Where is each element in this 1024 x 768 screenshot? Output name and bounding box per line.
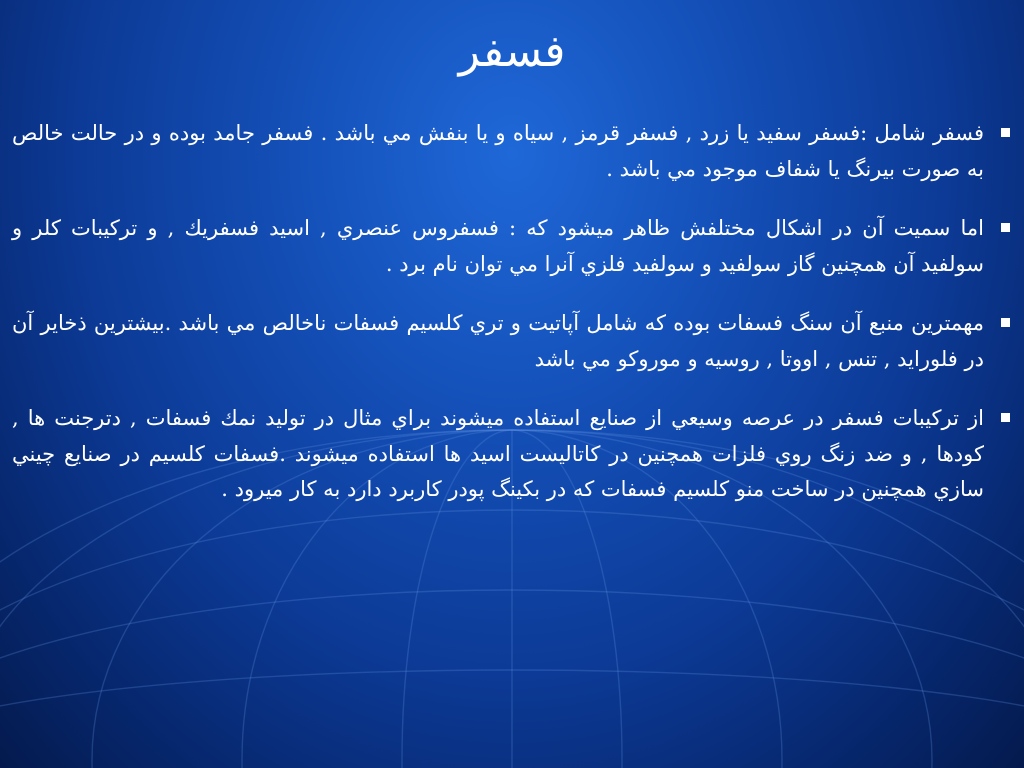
square-bullet-icon: [1001, 128, 1010, 137]
bullet-list: [12, 116, 1012, 532]
slide-title: فسفر: [458, 26, 566, 77]
bullet-text: از تركيبات فسفر در عرصه وسيعي از صنايع استفاده ميشوند براي مثال در توليد نمك فسفات , دترجنت ها , كودها , و ضد زنگ روي فلزات همچنين در كاتاليست اسيد ها استفاده ميشوند .فسفات كلسيم در صنايع چيني سازي همچنين در ساخت منو كلسيم فسفات كه در بكينگ پودر كاربرد دارد به كار ميرود .: [12, 406, 984, 501]
bullet-text: فسفر شامل :فسفر سفيد يا زرد , فسفر قرمز , سياه و يا بنفش مي باشد . فسفر جامد بوده و در حالت خالص به صورت بيرنگ يا شفاف موجود مي باشد .: [12, 121, 984, 181]
bullet-text: مهمترين منبع آن سنگ فسفات بوده كه شامل آپاتيت و تري كلسيم فسفات ناخالص مي باشد .بيشترين ذخاير آن در فلورايد , تنس , اووتا , روسيه و موروكو مي باشد: [12, 311, 984, 371]
bullet-item: [12, 116, 1012, 187]
bullet-item: [12, 401, 1012, 508]
bullet-item: [12, 306, 1012, 377]
bullet-text: اما سميت آن در اشكال مختلفش ظاهر ميشود كه : فسفروس عنصري , اسيد فسفريك , و تركيبات كلر و سولفيد آن همچنين گاز سولفيد و سولفيد فلزي آنرا مي توان نام برد .: [12, 216, 984, 276]
square-bullet-icon: [1001, 413, 1010, 422]
square-bullet-icon: [1001, 318, 1010, 327]
square-bullet-icon: [1001, 223, 1010, 232]
bullet-item: [12, 211, 1012, 282]
